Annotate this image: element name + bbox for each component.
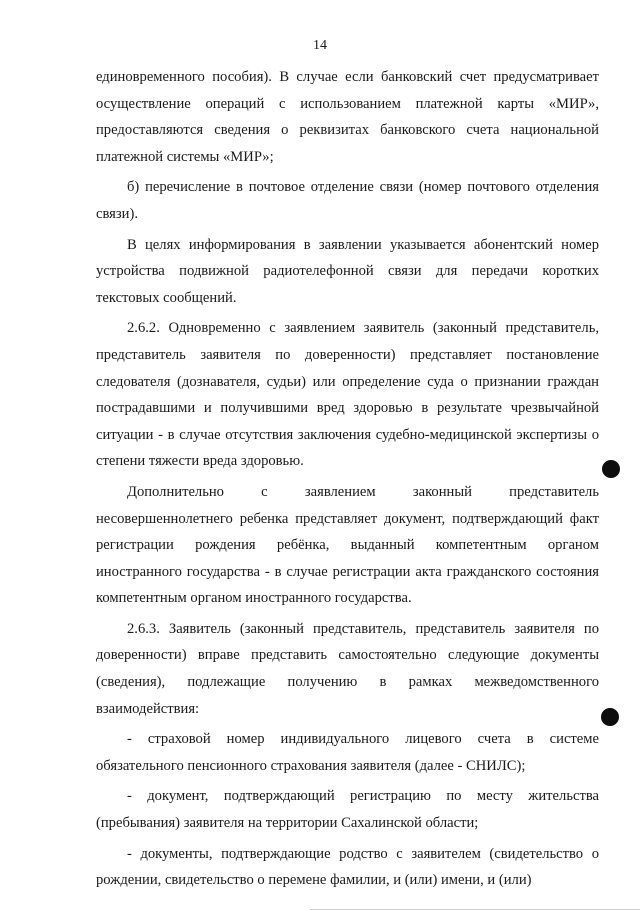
paragraph-4: 2.6.2. Одновременно с заявлением заявитель (законный представитель, представитель заявителя по доверенности) представляет постановление следователя (дознавателя, судьи) или определение суда о признании граждан пострадавшими и получившими вред здоровью в результате чрезвычайной ситуации - в случае отсутствия заключения судебно-медицинской экспертизы о степени тяжести вреда здоровью. <box>96 320 599 470</box>
punch-hole-mark <box>602 460 620 478</box>
paragraph-2: б) перечисление в почтовое отделение связи (номер почтового отделения связи). <box>96 179 599 222</box>
paragraph-1: единовременного пособия). В случае если банковский счет предусматривает осуществление операций с использованием платежной карты «МИР», предоставляются сведения о реквизитах банковского счета национальной платежной системы «МИР»; <box>96 69 599 165</box>
paragraph-8: - документ, подтверждающий регистрацию по месту жительства (пребывания) заявителя на территории Сахалинской области; <box>96 788 599 832</box>
paragraph-7: - страховой номер индивидуального лицевого счета в системе обязательного пенсионного страхования заявителя (далее - СНИЛС); <box>96 731 599 774</box>
punch-hole-mark <box>601 708 619 726</box>
page-number: 14 <box>313 38 327 53</box>
paragraph-5: Дополнительно с заявлением законный представитель несовершеннолетнего ребенка представляет документ, подтверждающий факт регистрации рождения ребёнка, выданный компетентным органом иностранного государства - в случае регистрации акта гражданского состояния компетентным органом иностранного государства. <box>96 483 599 607</box>
paragraph-3: В целях информирования в заявлении указывается абонентский номер устройства подвижной радиотелефонной связи для передачи коротких текстовых сообщений. <box>96 236 599 306</box>
paragraph-6: 2.6.3. Заявитель (законный представитель, представитель заявителя по доверенности) вправе представить самостоятельно следующие документы (сведения), подлежащие получению в рамках межведомственного взаимодействия: <box>96 620 599 717</box>
scan-edge-line <box>310 909 640 910</box>
document-body <box>96 64 599 898</box>
paragraph-9: - документы, подтверждающие родство с заявителем (свидетельство о рождении, свидетельство о перемене фамилии, и (или) имени, и (или) <box>96 845 599 889</box>
